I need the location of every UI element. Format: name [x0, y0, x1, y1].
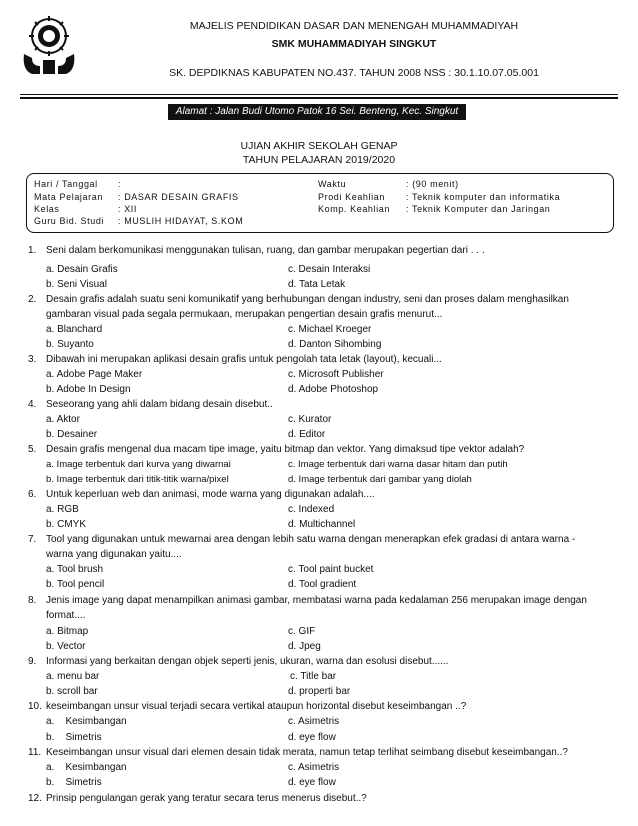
option-b: b. CMYK	[46, 519, 87, 530]
question-text: keseimbangan unsur visual terjadi secara vertikal ataupun horizontal disebut keseimbangan ..?	[46, 701, 467, 712]
info-guru-label: Guru Bid. Studi	[34, 216, 105, 226]
question-number: 7.	[28, 534, 37, 545]
option-a: a. Aktor	[46, 414, 80, 425]
question-text-cont: gambaran visual pada segala permukaan, merupakan pengertian desain grafis menurut...	[46, 309, 443, 320]
option-b: b. Simetris	[46, 732, 102, 743]
info-hari-value: :	[118, 179, 122, 189]
question-text: Informasi yang berkaitan dengan objek seperti jenis, ukuran, warna dan esolusi disebut......	[46, 656, 449, 667]
question-text: Seni dalam berkomunikasi menggunakan tulisan, ruang, dan gambar merupakan pegertian dari . . .	[46, 245, 485, 256]
header-divider-thick	[20, 97, 618, 99]
info-waktu-label: Waktu	[318, 179, 347, 189]
option-b: b. Desainer	[46, 429, 98, 440]
option-a: a. Adobe Page Maker	[46, 369, 143, 380]
question-text: Keseimbangan unsur visual dari elemen desain tidak merata, namun tetap terlihat seimbang disebut keseimbangan..?	[46, 747, 568, 758]
question-number: 12.	[28, 793, 42, 804]
option-c: c. Title bar	[290, 671, 337, 682]
header-decree: SK. DEPDIKNAS KABUPATEN NO.437. TAHUN 2008 NSS : 30.1.10.07.05.001	[169, 67, 539, 79]
question-text-cont: format....	[46, 610, 86, 621]
question-text: Jenis image yang dapat menampilkan animasi gambar, membatasi warna pada kedalaman 256 merupakan image dengan	[46, 595, 587, 606]
option-c: c. Tool paint bucket	[288, 564, 374, 575]
header-org: MAJELIS PENDIDIKAN DASAR DAN MENENGAH MUHAMMADIYAH	[189, 20, 519, 32]
info-prodi-label: Prodi Keahlian	[318, 192, 385, 202]
info-komp-value: : Teknik Komputer dan Jaringan	[406, 204, 551, 214]
info-guru-value: : MUSLIH HIDAYAT, S.KOM	[118, 216, 244, 226]
question-number: 9.	[28, 656, 37, 667]
option-c: c. Michael Kroeger	[288, 324, 372, 335]
info-mapel-value: : DASAR DESAIN GRAFIS	[118, 192, 239, 202]
option-a: a. Kesimbangan	[46, 762, 127, 773]
question-number: 11.	[28, 747, 42, 758]
question-number: 3.	[28, 354, 37, 365]
option-b: b. Image terbentuk dari titik-titik warna/pixel	[46, 474, 229, 485]
option-b: b. Suyanto	[46, 339, 94, 350]
question-number: 5.	[28, 444, 37, 455]
option-b: b. Seni Visual	[46, 279, 107, 290]
question-number: 2.	[28, 294, 37, 305]
option-d: d. Adobe Photoshop	[288, 384, 379, 395]
option-a: a. Blanchard	[46, 324, 103, 335]
option-b: b. scroll bar	[46, 686, 98, 697]
info-komp-label: Komp. Keahlian	[318, 204, 390, 214]
option-a: a. RGB	[46, 504, 79, 515]
option-c: c. Indexed	[288, 504, 335, 515]
option-a: a. Desain Grafis	[46, 264, 118, 275]
option-d: d. Tata Letak	[288, 279, 346, 290]
option-b: b. Simetris	[46, 777, 102, 788]
question-number: 10.	[28, 701, 42, 712]
option-b: b. Tool pencil	[46, 579, 105, 590]
question-number: 1.	[28, 245, 37, 256]
question-text-cont: warna yang digunakan yaitu....	[46, 549, 182, 560]
question-number: 4.	[28, 399, 37, 410]
question-text: Prinsip pengulangan gerak yang teratur secara terus menerus disebut..?	[46, 793, 367, 804]
exam-title: UJIAN AKHIR SEKOLAH GENAP	[240, 140, 398, 152]
question-text: Untuk keperluan web dan animasi, mode warna yang digunakan adalah....	[46, 489, 375, 500]
option-c: c. Kurator	[288, 414, 332, 425]
option-d: d. Image terbentuk dari gambar yang diolah	[288, 474, 472, 485]
option-c: c. Asimetris	[288, 762, 340, 773]
question-text: Seseorang yang ahli dalam bidang desain disebut..	[46, 399, 273, 410]
info-hari-label: Hari / Tanggal	[34, 179, 98, 189]
option-c: c. Microsoft Publisher	[288, 369, 384, 380]
question-number: 6.	[28, 489, 37, 500]
option-c: c. Asimetris	[288, 716, 340, 727]
info-waktu-value: : (90 menit)	[406, 179, 459, 189]
address-banner: Alamat : Jalan Budi Utomo Patok 16 Sei. Benteng, Kec. Singkut	[168, 104, 466, 120]
option-a: a. Tool brush	[46, 564, 104, 575]
option-d: d. Danton Sihombing	[288, 339, 382, 350]
option-c: c. Image terbentuk dari warna dasar hitam dan putih	[288, 459, 508, 470]
option-b: b. Vector	[46, 641, 86, 652]
option-d: d. eye flow	[288, 732, 336, 743]
info-mapel-label: Mata Pelajaran	[34, 192, 103, 202]
option-d: d. Multichannel	[288, 519, 356, 530]
question-number: 8.	[28, 595, 37, 606]
option-d: d. Tool gradient	[288, 579, 357, 590]
option-b: b. Adobe In Design	[46, 384, 131, 395]
question-text: Desain grafis adalah suatu seni komunikatif yang berhubungan dengan industry, seni dan proses dalam menghasilkan	[46, 294, 569, 305]
question-text: Tool yang digunakan untuk mewarnai area dengan lebih satu warna dengan menerapkan efek gradasi di antara warna -	[46, 534, 576, 545]
option-a: a. Bitmap	[46, 626, 89, 637]
info-prodi-value: : Teknik komputer dan informatika	[406, 192, 561, 202]
option-a: a. Image terbentuk dari kurva yang diwarnai	[46, 459, 231, 470]
option-c: c. Desain Interaksi	[288, 264, 371, 275]
header-school: SMK MUHAMMADIYAH SINGKUT	[271, 38, 437, 50]
header-divider	[20, 94, 618, 95]
info-kelas-value: : XII	[118, 204, 138, 214]
info-kelas-label: Kelas	[34, 204, 60, 214]
option-d: d. eye flow	[288, 777, 336, 788]
option-c: c. GIF	[288, 626, 316, 637]
option-d: d. Jpeg	[288, 641, 321, 652]
question-text: Desain grafis mengenal dua macam tipe image, yaitu bitmap dan vektor. Yang dimaksud tipe vektor adalah?	[46, 444, 525, 455]
option-a: a. Kesimbangan	[46, 716, 127, 727]
option-d: d. Editor	[288, 429, 326, 440]
exam-year: TAHUN PELAJARAN 2019/2020	[242, 154, 396, 166]
option-a: a. menu bar	[46, 671, 100, 682]
option-d: d. properti bar	[288, 686, 351, 697]
question-text: Dibawah ini merupakan aplikasi desain grafis untuk pengolah tata letak (layout), kecuali...	[46, 354, 442, 365]
